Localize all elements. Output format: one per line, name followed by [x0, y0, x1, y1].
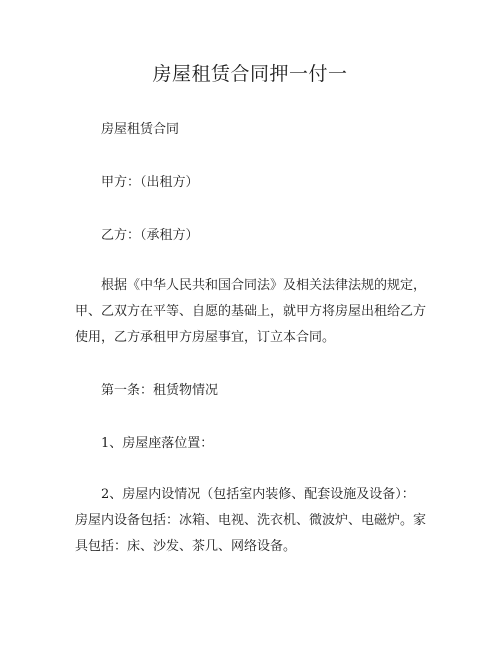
intro-line-1: 根据《中华人民共和国合同法》及相关法律法规的规定， [101, 278, 427, 293]
document-title: 房屋租赁合同押一付一 [152, 63, 348, 85]
party-b-line: 乙方：（承租方） [101, 228, 199, 243]
article-1-heading: 第一条：租赁物情况 [101, 383, 219, 398]
item-2-line-3: 具包括：床、沙发、茶几、网络设备。 [75, 539, 297, 554]
item-1-location: 1、房屋座落位置： [101, 436, 214, 451]
intro-paragraph [75, 273, 435, 351]
item-2-line-2: 房屋内设备包括：冰箱、电视、洗衣机、微波炉、电磁炉。家 [75, 513, 427, 528]
item-2-paragraph [75, 482, 435, 560]
intro-line-3: 使用，乙方承租甲方房屋事宜，订立本合同。 [75, 330, 336, 345]
intro-line-2: 甲、乙双方在平等、自愿的基础上，就甲方将房屋出租给乙方 [75, 304, 427, 319]
contract-subtitle: 房屋租赁合同 [101, 122, 180, 137]
item-2-line-1: 2、房屋内设情况（包括室内装修、配套设施及设备）： [101, 487, 415, 502]
party-a-line: 甲方：（出租方） [101, 175, 199, 190]
